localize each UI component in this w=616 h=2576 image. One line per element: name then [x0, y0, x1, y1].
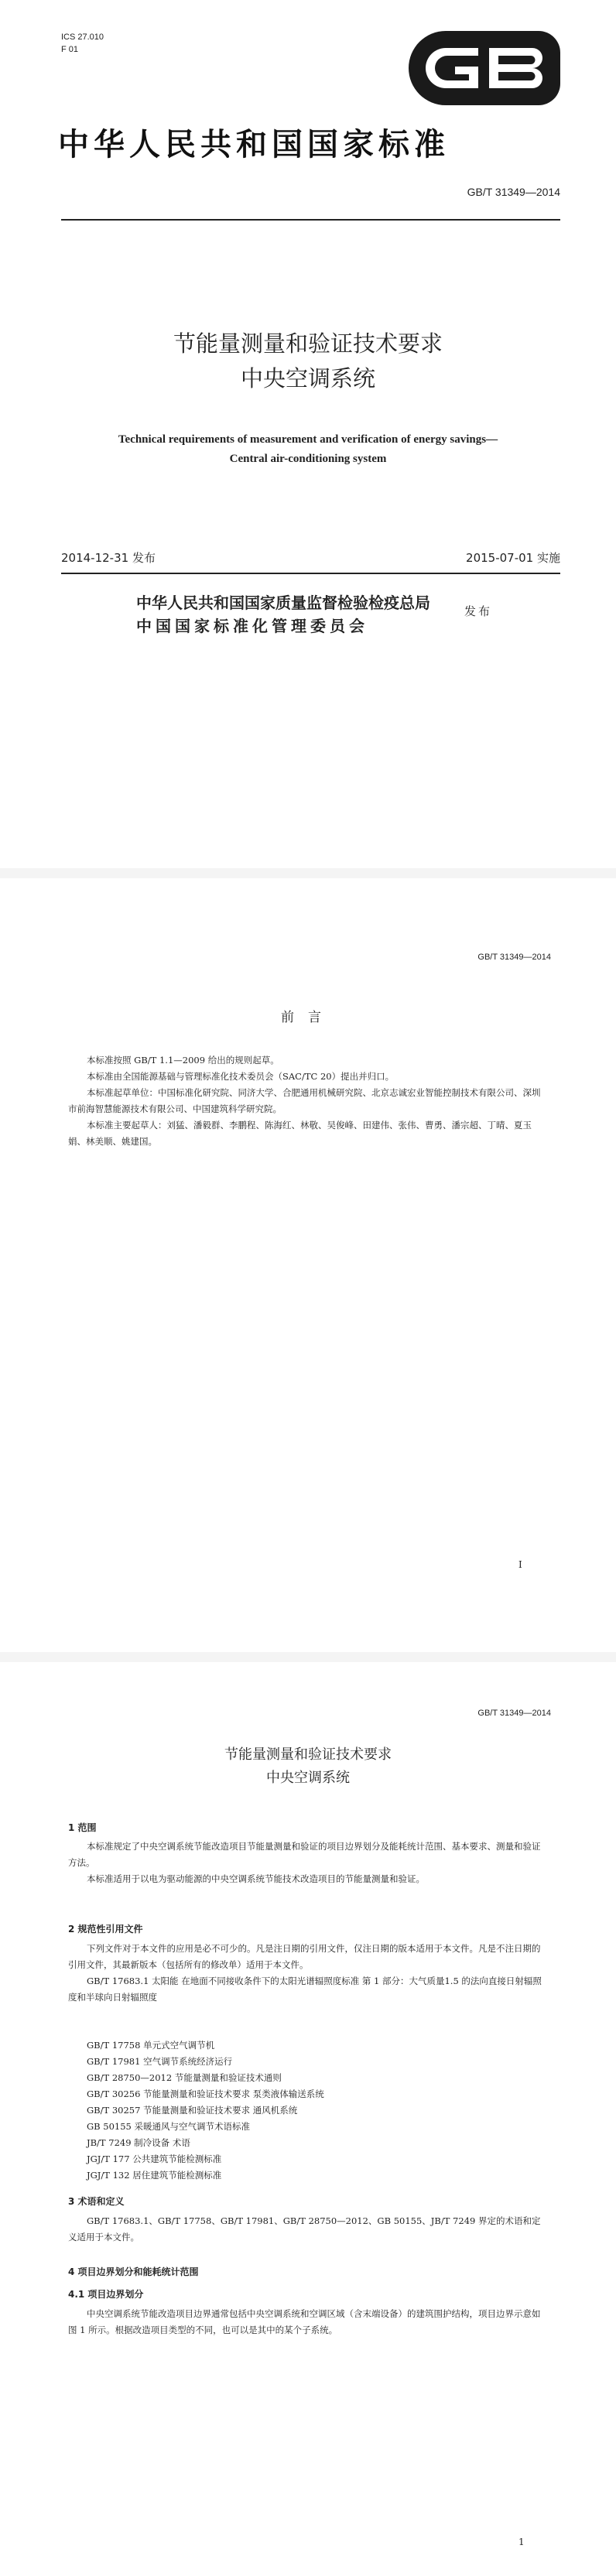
section-3-body: [68, 2213, 548, 2246]
reference-item: GB/T 17758 单元式空气调节机: [87, 2040, 215, 2051]
cover-page: [0, 0, 616, 868]
reference-item: GB/T 17981 空气调节系统经济运行: [87, 2056, 233, 2067]
foreword-para: 本标准按照 GB/T 1.1—2009 给出的规则起草。: [87, 1055, 279, 1066]
section-1-heading: 1 范围: [68, 1822, 97, 1833]
ccs-number: F 01: [61, 45, 79, 54]
running-header: GB/T 31349—2014: [477, 953, 551, 962]
top-divider: [61, 219, 560, 221]
section-2-body: [68, 1941, 548, 2006]
bottom-divider: [61, 573, 560, 574]
body-page: [0, 1662, 616, 2576]
section-4-1-body: [68, 2306, 548, 2338]
body-title-line2: 中央空调系统: [266, 1770, 350, 1786]
section-3-heading: 3 术语和定义: [68, 2196, 125, 2207]
section-paragraph: 下列文件对于本文件的应用是必不可少的。凡是注日期的引用文件，仅注日期的版本适用于本文件。凡是不注日期的引用文件，其最新版本（包括所有的修改单）适用于本文件。: [68, 1943, 541, 1970]
reference-item: JB/T 7249 制冷设备 术语: [87, 2137, 190, 2148]
issuer-line1: 中华人民共和国国家质量监督检验检疫总局: [136, 594, 430, 612]
reference-item: GB/T 28750—2012 节能量测量和验证技术通则: [87, 2072, 282, 2083]
section-paragraph: GB/T 17683.1、GB/T 17758、GB/T 17981、GB/T 28750—2012、GB 50155、JB/T 7249 界定的术语和定义适用于本文件。: [68, 2215, 541, 2242]
reference-first: GB/T 17683.1 太阳能 在地面不同接收条件下的太阳光谱辐照度标准 第 1 部分：大气质量1.5 的法向直接日射辐照度和半球向日射辐照度: [68, 1976, 542, 2003]
title-en-line2: Central air-conditioning system: [229, 453, 387, 465]
title-en-line1: Technical requirements of measurement and verification of energy savings—: [118, 433, 498, 446]
section-paragraph: 本标准规定了中央空调系统节能改造项目节能量测量和验证的项目边界划分及能耗统计范围、基本要求、测量和验证方法。: [68, 1841, 541, 1868]
section-1-body: [68, 1839, 548, 1887]
gb-logo-icon: [409, 31, 560, 105]
issue-word: 发布: [464, 604, 493, 618]
issue-date: 2014-12-31 发布: [61, 551, 156, 565]
standard-number: GB/T 31349—2014: [467, 186, 560, 198]
foreword-para: 本标准由全国能源基础与管理标准化技术委员会（SAC/TC 20）提出并归口。: [87, 1071, 395, 1082]
issuer-line2: 中国国家标准化管理委员会: [136, 617, 368, 635]
title-cn-line2: 中央空调系统: [240, 365, 375, 392]
section-2-heading: 2 规范性引用文件: [68, 1924, 143, 1935]
section-paragraph: 本标准适用于以电为驱动能源的中央空调系统节能技术改造项目的节能量测量和验证。: [87, 1873, 425, 1884]
title-cn-line1: 节能量测量和验证技术要求: [173, 330, 443, 357]
implement-date: 2015-07-01 实施: [466, 551, 560, 565]
reference-item: GB/T 30257 节能量测量和验证技术要求 通风机系统: [87, 2105, 298, 2116]
reference-item: GB/T 30256 节能量测量和验证技术要求 泵类液体输送系统: [87, 2089, 324, 2099]
reference-item: JGJ/T 177 公共建筑节能检测标准: [87, 2154, 222, 2164]
section-4-1-heading: 4.1 项目边界划分: [68, 2289, 144, 2300]
page-number: I: [518, 1559, 522, 1570]
section-paragraph: 中央空调系统节能改造项目边界通常包括中央空调系统和空调区域（含末端设备）的建筑围护结构，项目边界示意如图 1 所示。根据改造项目类型的不同，也可以是其中的某个子系统。: [68, 2308, 541, 2335]
standard-category-title: 中华人民共和国国家标准: [58, 127, 450, 162]
foreword-para: 本标准起草单位：中国标准化研究院、同济大学、合肥通用机械研究院、北京志诚宏业智能控制技术有限公司、深圳市前海智慧能源技术有限公司、中国建筑科学研究院。: [68, 1087, 541, 1114]
foreword-body: [68, 1052, 548, 1150]
ics-code: [61, 31, 104, 56]
page-number: 1: [518, 2537, 525, 2547]
foreword-heading: 前言: [281, 1010, 335, 1025]
reference-list: [87, 2037, 324, 2184]
foreword-page: [0, 878, 616, 1652]
body-title-line1: 节能量测量和验证技术要求: [224, 1746, 392, 1763]
reference-item: JGJ/T 132 居住建筑节能检测标准: [87, 2170, 222, 2181]
running-header: GB/T 31349—2014: [477, 1709, 551, 1718]
reference-item: GB 50155 采暖通风与空气调节术语标准: [87, 2121, 251, 2132]
ics-number: ICS 27.010: [61, 32, 104, 42]
section-4-heading: 4 项目边界划分和能耗统计范围: [68, 2266, 199, 2277]
foreword-para: 本标准主要起草人：刘猛、潘毅群、李鹏程、陈海红、林敬、吴俊峰、田建伟、张伟、曹勇、潘宗超、丁晴、夏玉娟、林美顺、姚建国。: [68, 1120, 532, 1147]
